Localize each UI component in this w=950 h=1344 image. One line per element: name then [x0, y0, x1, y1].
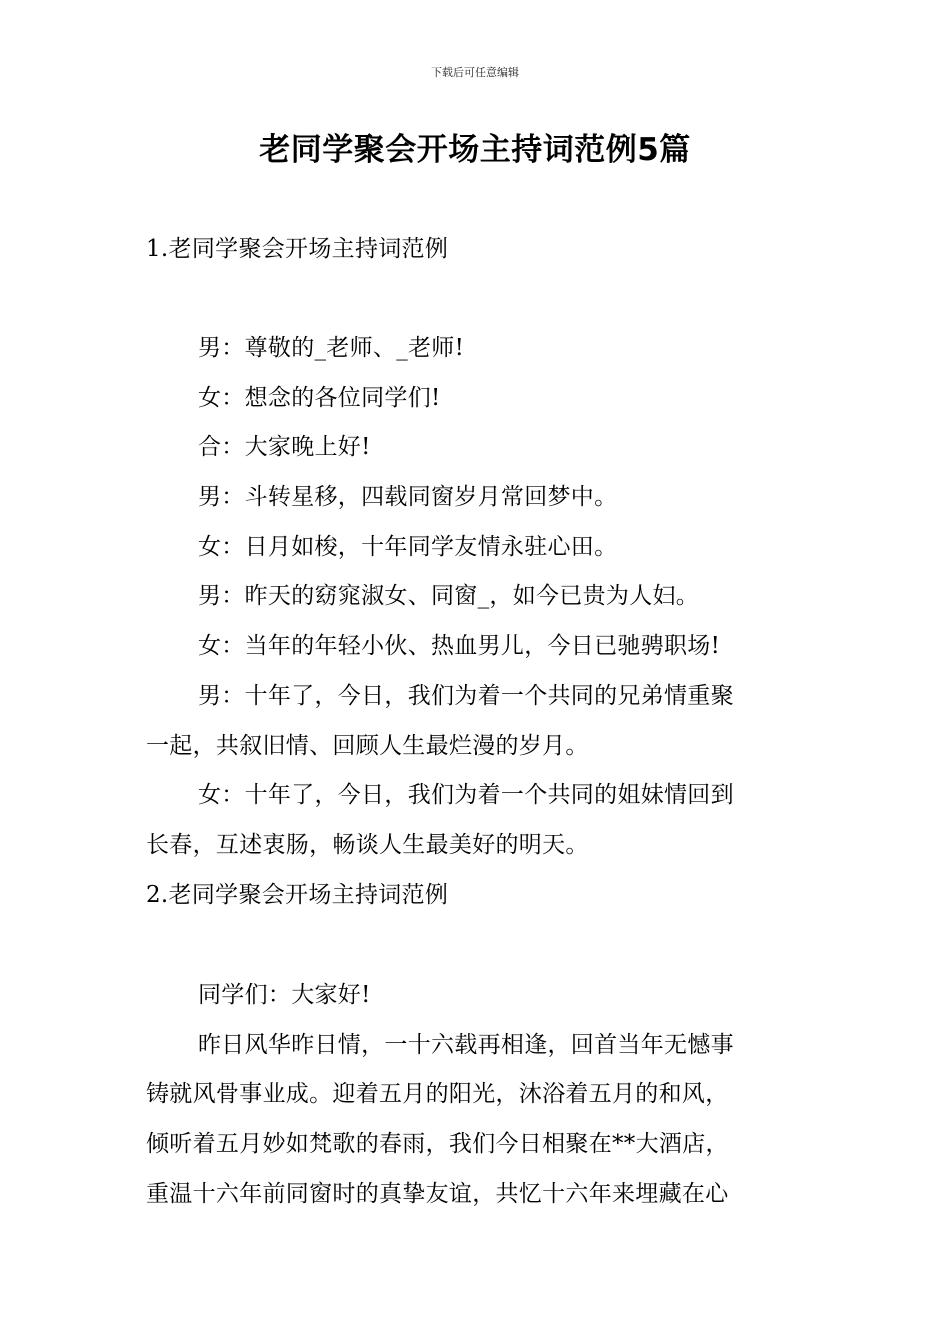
paragraph-line: 铸就风骨事业成。迎着五月的阳光，沐浴着五月的和风，	[146, 1081, 729, 1108]
header-note: 下载后可任意编辑	[431, 66, 519, 79]
paragraph-line: 昨日风华昨日情，一十六载再相逢，回首当年无憾事	[198, 1031, 734, 1058]
paragraph-line: 长春，互述衷肠，畅谈人生最美好的明天。	[146, 831, 589, 858]
paragraph-line: 同学们：大家好!	[198, 982, 371, 1008]
section-2-body	[146, 971, 808, 1219]
paragraph-line: 男：昨天的窈窕淑女、同窗_，如今已贵为人妇。	[198, 583, 700, 610]
paragraph-line: 女：日月如梭，十年同学友情永驻心田。	[198, 533, 618, 560]
paragraph-line: 男：十年了，今日，我们为着一个共同的兄弟情重聚	[198, 682, 734, 709]
paragraph-line: 倾听着五月妙如梵歌的春雨，我们今日相聚在**大酒店，	[146, 1131, 729, 1158]
paragraph-line: 男：尊敬的_老师、_老师!	[198, 335, 465, 361]
section-1	[146, 225, 808, 275]
paragraph-line: 女：想念的各位同学们!	[198, 384, 441, 411]
paragraph-line: 男：斗转星移，四载同窗岁月常回梦中。	[198, 484, 618, 511]
paragraph-line: 女：十年了，今日，我们为着一个共同的姐妹情回到	[198, 782, 734, 809]
paragraph-line: 重温十六年前同窗时的真挚友谊，共忆十六年来埋藏在心	[146, 1180, 729, 1207]
paragraph-line: 女：当年的年轻小伙、热血男儿，今日已驰骋职场!	[198, 633, 721, 660]
document-title: 老同学聚会开场主持词范例5篇	[259, 132, 691, 168]
section-heading: 2.老同学聚会开场主持词范例	[146, 881, 449, 908]
paragraph-line: 一起，共叙旧情、回顾人生最烂漫的岁月。	[146, 732, 589, 759]
section-1-body	[146, 324, 808, 920]
paragraph-line: 合：大家晚上好!	[198, 434, 371, 461]
section-heading: 1.老同学聚会开场主持词范例	[146, 236, 449, 262]
